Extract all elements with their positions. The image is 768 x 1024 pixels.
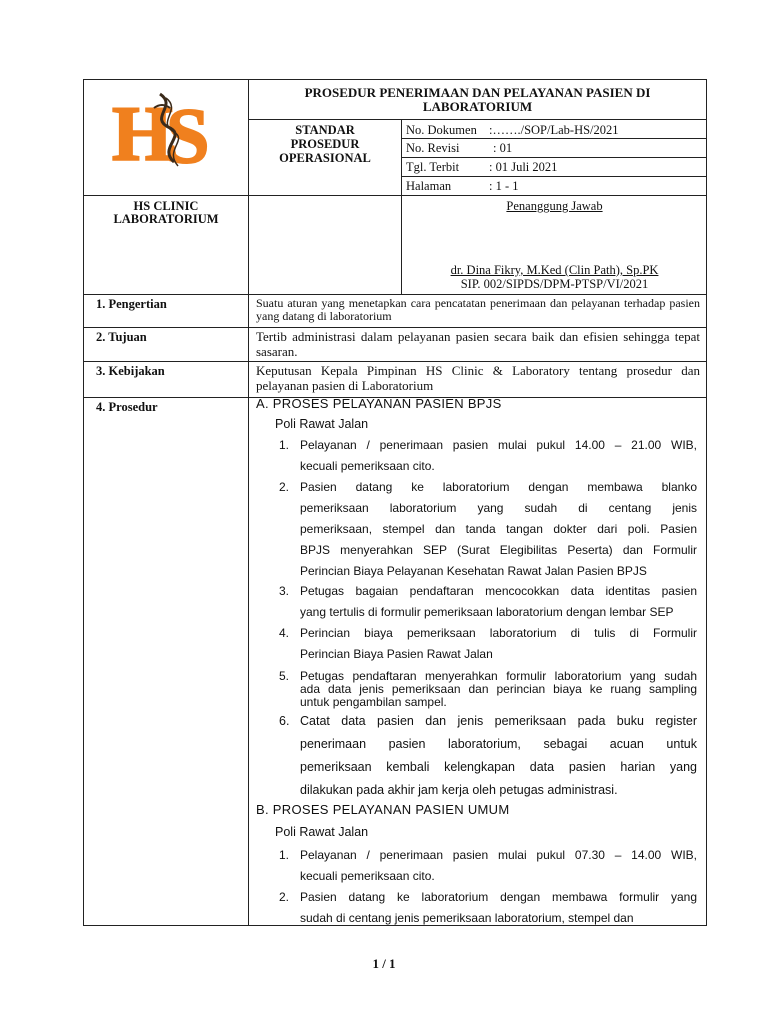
list-item-number: 6. xyxy=(279,714,290,728)
section-text-pengertian: Suatu aturan yang menetapkan cara pencatatan penerimaan dan pelayanan terhadap pasien yang datang di laboratorium xyxy=(256,296,700,323)
issue-date-label: Tgl. Terbit xyxy=(406,160,460,174)
responsible-title: Penanggung Jawab xyxy=(506,199,603,213)
list-item-line: BPJS menyerahkan SEP (Surat Elegibilitas Peserta) dan Formulir xyxy=(300,543,697,557)
list-item-line: yang tertulis di formulir pemeriksaan laboratorium dengan lembar SEP xyxy=(300,605,674,619)
list-item-line: sudah di centang jenis pemeriksaan laboratorium, stempel dan xyxy=(300,911,634,925)
list-item-number: 1. xyxy=(279,438,290,452)
svg-text:S: S xyxy=(166,92,210,174)
divider xyxy=(83,195,707,196)
doc-number-value: :……./SOP/Lab-HS/2021 xyxy=(489,123,619,137)
section-text-kebijakan: Keputusan Kepala Pimpinan HS Clinic & Laboratory tentang prosedur dan pelayanan pasien di Laboratorium xyxy=(256,363,700,393)
list-item-line: Perincian biaya pemeriksaan laboratorium di tulis di Formulir xyxy=(300,626,697,640)
divider xyxy=(401,138,707,139)
list-item-number: 3. xyxy=(279,584,290,598)
section-label-tujuan: 2. Tujuan xyxy=(96,330,147,344)
sop-label-line2: PROSEDUR xyxy=(290,137,360,151)
section-label-kebijakan: 3. Kebijakan xyxy=(96,364,165,378)
divider xyxy=(83,294,707,295)
page-label: Halaman xyxy=(406,179,452,193)
list-item-number: 5. xyxy=(279,669,290,683)
page-value: : 1 - 1 xyxy=(489,179,519,193)
list-item-line: Petugas pendaftaran menyerahkan formulir laboratorium yang sudah xyxy=(300,669,697,683)
list-item-line: pemeriksaan laboratorium yang sudah di centang jenis xyxy=(300,501,697,515)
sop-label-line3: OPERASIONAL xyxy=(279,151,371,165)
procedure-a-subtitle: Poli Rawat Jalan xyxy=(275,417,369,431)
list-item-number: 2. xyxy=(279,890,290,904)
revision-value: : 01 xyxy=(493,141,513,155)
list-item-line: dilakukan pada akhir jam kerja oleh petugas administrasi. xyxy=(300,783,618,797)
list-item-line: kecuali pemeriksaan cito. xyxy=(300,869,435,883)
section-label-pengertian: 1. Pengertian xyxy=(96,297,167,311)
list-item-line: Pasien datang ke laboratorium dengan membawa formulir yang xyxy=(300,890,697,904)
org-name-line1: HS CLINIC xyxy=(133,199,199,213)
divider xyxy=(248,119,707,120)
divider xyxy=(248,79,249,926)
document-title-line1: PROSEDUR PENERIMAAN DAN PELAYANAN PASIEN DI xyxy=(304,85,651,100)
responsible-name: dr. Dina Fikry, M.Ked (Clin Path), Sp.PK xyxy=(450,263,659,277)
page-number: 1 / 1 xyxy=(372,956,396,971)
list-item-line: Catat data pasien dan jenis pemeriksaan pada buku register xyxy=(300,714,697,728)
procedure-a-title: A. PROSES PELAYANAN PASIEN BPJS xyxy=(256,396,502,411)
list-item-line: penerimaan pasien laboratorium, sebagai acuan untuk xyxy=(300,737,697,751)
divider xyxy=(401,176,707,177)
divider xyxy=(401,157,707,158)
list-item-line: Perincian Biaya Pasien Rawat Jalan xyxy=(300,647,493,661)
list-item-line: kecuali pemeriksaan cito. xyxy=(300,459,435,473)
list-item-number: 1. xyxy=(279,848,290,862)
list-item-line: Pelayanan / penerimaan pasien mulai pukul 14.00 – 21.00 WIB, xyxy=(300,438,697,452)
divider xyxy=(83,361,707,362)
hs-logo xyxy=(108,88,228,174)
list-item-line: pemeriksaan kembali kelengkapan data pasien harian yang xyxy=(300,760,697,774)
document-title-line2: LABORATORIUM xyxy=(422,99,533,114)
org-name-line2: LABORATORIUM xyxy=(113,212,219,226)
list-item-line: ada data jenis pemeriksaan dan perincian biaya ke ruang sampling xyxy=(300,682,697,696)
list-item-number: 2. xyxy=(279,480,290,494)
list-item-line: pemeriksaan, stempel dan tanda tangan dokter dari poli. Pasien xyxy=(300,522,697,536)
list-item-line: Perincian Biaya Pelayanan Kesehatan Rawat Jalan Pasien BPJS xyxy=(300,564,647,578)
list-item-number: 4. xyxy=(279,626,290,640)
list-item-line: Petugas bagaian pendaftaran mencocokkan data identitas pasien xyxy=(300,584,697,598)
revision-label: No. Revisi xyxy=(406,141,460,155)
procedure-b-subtitle: Poli Rawat Jalan xyxy=(275,825,369,839)
issue-date-value: : 01 Juli 2021 xyxy=(489,160,558,174)
section-label-prosedur: 4. Prosedur xyxy=(96,400,158,414)
list-item-line: Pasien datang ke laboratorium dengan membawa blanko xyxy=(300,480,697,494)
list-item-line: Pelayanan / penerimaan pasien mulai pukul 07.30 – 14.00 WIB, xyxy=(300,848,697,862)
svg-text:H: H xyxy=(112,90,173,174)
sop-label-line1: STANDAR xyxy=(295,123,355,137)
section-text-tujuan: Tertib administrasi dalam pelayanan pasien secara baik dan efisien sehingga tepat sasaran. xyxy=(256,329,700,359)
divider xyxy=(83,327,707,328)
list-item-line: untuk pengambilan sampel. xyxy=(300,695,447,709)
doc-number-label: No. Dokumen xyxy=(406,123,477,137)
procedure-b-title: B. PROSES PELAYANAN PASIEN UMUM xyxy=(256,802,510,817)
responsible-sip: SIP. 002/SIPDS/DPM-PTSP/VI/2021 xyxy=(460,277,649,291)
hs-logo-graphic xyxy=(108,88,228,174)
